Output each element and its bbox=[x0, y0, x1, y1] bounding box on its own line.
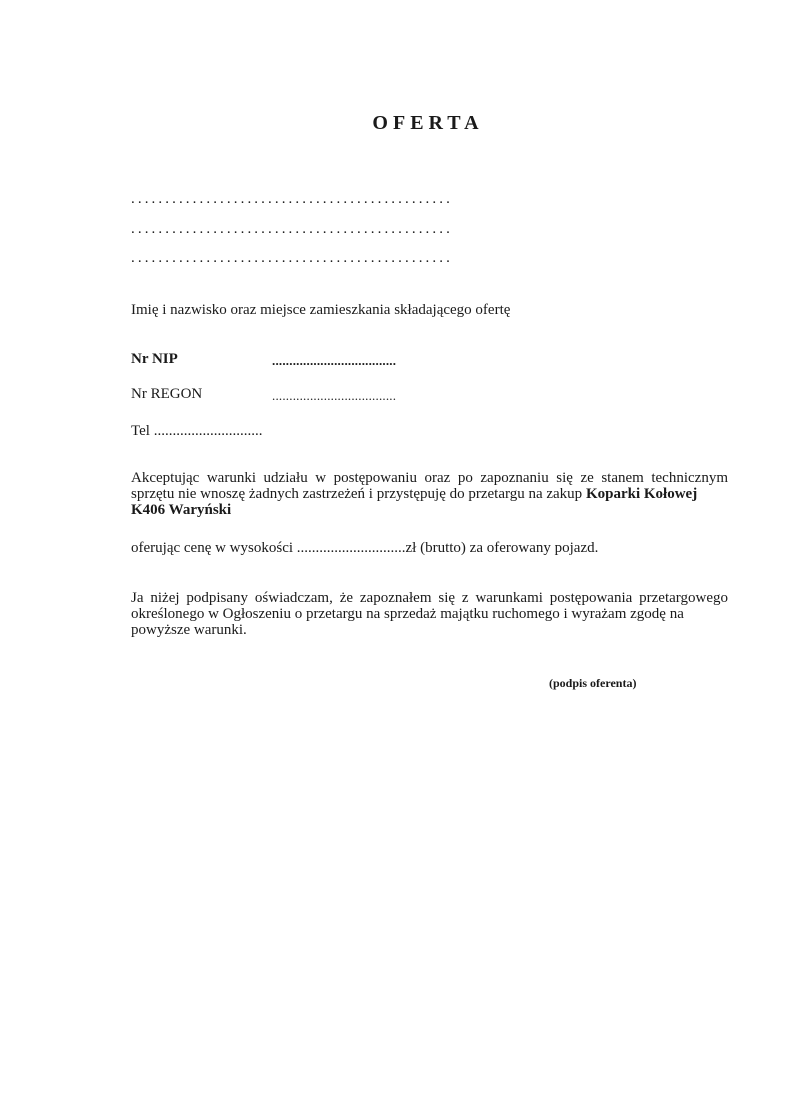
address-dotted-line-2: ............................................... bbox=[131, 221, 453, 237]
address-dotted-line-3: ............................................... bbox=[131, 250, 453, 266]
acceptance-machine-model: K406 Waryński bbox=[131, 502, 232, 518]
regon-dotted-field: .................................... bbox=[272, 388, 397, 403]
applicant-label: Imię i nazwisko oraz miejsce zamieszkania składającego ofertę bbox=[131, 302, 511, 318]
nip-label: Nr NIP bbox=[131, 351, 178, 367]
price-line: oferując cenę w wysokości .............................zł (brutto) za oferowany pojazd. bbox=[131, 540, 599, 556]
acceptance-line-1: Akceptując warunki udziału w postępowaniu oraz po zapoznaniu się ze stanem technicznym bbox=[131, 470, 728, 486]
regon-label: Nr REGON bbox=[131, 386, 203, 402]
signature-label: (podpis oferenta) bbox=[549, 676, 637, 690]
declaration-line-2: określonego w Ogłoszeniu o przetargu na sprzedaż majątku ruchomego i wyrażam zgodę na bbox=[131, 606, 684, 622]
nip-dotted-field: .................................... bbox=[272, 353, 397, 368]
declaration-line-1: Ja niżej podpisany oświadczam, że zapoznałem się z warunkami postępowania przetargowego bbox=[131, 590, 728, 606]
acceptance-line-2: sprzętu nie wnoszę żadnych zastrzeżeń i przystępuję do przetargu na zakup bbox=[131, 486, 586, 502]
declaration-paragraph bbox=[131, 590, 728, 638]
acceptance-paragraph bbox=[131, 470, 728, 518]
acceptance-machine-name: Koparki Kołowej bbox=[585, 486, 698, 502]
declaration-line-3: powyższe warunki. bbox=[131, 622, 247, 638]
tel-field: Tel ............................. bbox=[131, 423, 263, 439]
address-dotted-line-1: ............................................... bbox=[131, 191, 453, 207]
document-title: OFERTA bbox=[372, 112, 484, 134]
